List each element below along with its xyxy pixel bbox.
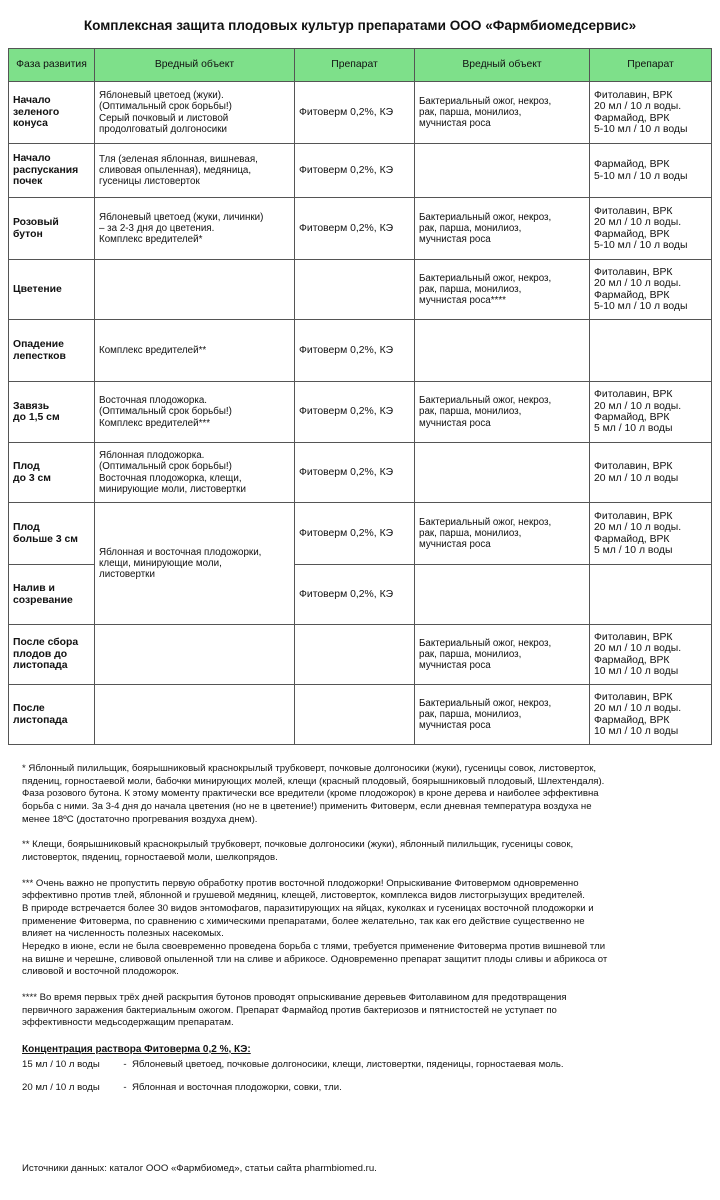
concentration-pests: Яблоневый цветоед, почковые долгоносики, клещи, листовертки, пяденицы, горностаевая моль. [132, 1059, 564, 1070]
cell-line: рак, парша, монилиоз, [419, 283, 522, 295]
disease-cell [415, 685, 590, 745]
cell-line: бутон [13, 228, 43, 240]
cell-line: зеленого [13, 106, 60, 118]
cell-line: клещи, минирующие моли, [99, 557, 222, 569]
cell-line: Опадение [13, 339, 64, 351]
phase-cell [9, 320, 95, 382]
bio-drug-cell [590, 625, 712, 685]
cell-line: мучнистая роса [419, 660, 491, 672]
footnote-line: первичного заражения бактериальным ожогом. Препарат Фармайод против бактериозов и пятнистостей не уступает по [22, 1004, 557, 1016]
drug-cell [295, 260, 415, 320]
bio-drug-cell [590, 443, 712, 503]
disease-cell [415, 320, 590, 382]
footnote-line: на вишне и черешне, сливовой опыленной тли на сливе и абрикосе. Одновременно препарат защитит плоды сливы и абрикоса от [22, 953, 608, 965]
cell-line: Начало [13, 95, 51, 107]
cell-line: 20 мл / 10 л воды. [594, 400, 682, 412]
cell-line: Плод [13, 461, 40, 473]
cell-line: Фармайод, ВРК [594, 112, 670, 124]
cell-line: 5 мл / 10 л воды [594, 544, 673, 556]
cell-line: 20 мл / 10 л воды. [594, 101, 682, 113]
cell-line: гусеницы листоверток [99, 176, 200, 188]
cell-line: 5-10 мл / 10 л воды [594, 123, 688, 135]
cell-line: распускания [13, 164, 79, 176]
cell-line: Комплекс вредителей*** [99, 417, 211, 429]
page-title: Комплексная защита плодовых культур препаратами ООО «Фармбиомедсервис» [83, 18, 637, 33]
cell-line: Комплекс вредителей** [99, 344, 207, 356]
cell-line: Восточная плодожорка. [99, 395, 208, 407]
cell-line: 20 мл / 10 л воды [594, 472, 679, 484]
cell-line: мучнистая роса [419, 720, 491, 732]
cell-line: 20 мл / 10 л воды. [594, 522, 682, 534]
concentration-dose: 20 мл / 10 л воды [22, 1081, 100, 1093]
drug-cell: Фитоверм 0,2%, КЭ [295, 144, 415, 198]
cell-line: Фитолавин, ВРК [594, 631, 673, 643]
concentration-dash: - [123, 1081, 127, 1093]
cell-line: После [13, 703, 45, 715]
disease-cell [415, 565, 590, 625]
protection-table [8, 48, 712, 745]
cell-line: Комплекс вредителей* [99, 234, 203, 246]
cell-line: продолговатый долгоносики [99, 123, 227, 135]
drug-cell: Фитоверм 0,2%, КЭ [295, 320, 415, 382]
bio-drug-cell [590, 144, 712, 198]
cell-line: Плод [13, 522, 40, 534]
drug-cell [295, 625, 415, 685]
cell-line: Фитолавин, ВРК [594, 691, 673, 703]
concentration-title: Концентрация раствора Фитоверма 0,2 %, КЭ: [22, 1043, 251, 1055]
bio-drug-cell [590, 565, 712, 625]
disease-cell [415, 260, 590, 320]
cell-line: Розовый [13, 217, 59, 229]
cell-line: 10 мл / 10 л воды [594, 725, 679, 737]
cell-line: Фармайод, ВРК [594, 533, 670, 545]
disease-cell [415, 625, 590, 685]
cell-line: сливовая опыленная), медяница, [99, 164, 252, 176]
cell-line: Бактериальный ожог, некроз, [419, 272, 552, 284]
footnote-line: пядениц, горностаевой моли, бабочки минирующих молей, клещи (красный плодовый, боярышниковый плодовый, Шлехтендаля). [22, 775, 605, 787]
footnote-line: Фаза розового бутона. К этому моменту практически все вредители (кроме плодожорок) в кроне дерева и наиболее эффективна [22, 788, 599, 800]
cell-line: мучнистая роса [419, 234, 491, 246]
header-drug: Препарат [295, 49, 415, 82]
table-row [9, 260, 712, 320]
header-disease: Вредный объект [415, 49, 590, 82]
disease-cell [415, 198, 590, 260]
footnote-paragraph [22, 839, 706, 864]
cell-line: Бактериальный ожог, некроз, [419, 211, 552, 223]
cell-line: мучнистая роса [419, 118, 491, 130]
cell-line: рак, парша, монилиоз, [419, 648, 522, 660]
cell-line: (Оптимальный срок борьбы!) [99, 406, 232, 418]
cell-line: Восточная плодожорка, клещи, [99, 472, 242, 484]
pest-cell [95, 503, 295, 625]
cell-line: мучнистая роса**** [419, 295, 506, 307]
concentration-row [22, 1082, 706, 1095]
cell-line: до 1,5 см [13, 412, 60, 423]
cell-line: После сбора [13, 637, 79, 649]
phase-cell [9, 685, 95, 745]
cell-line: Яблонная плодожорка. [99, 450, 205, 462]
table-row [9, 443, 712, 503]
cell-line: мучнистая роса [419, 417, 491, 429]
drug-cell: Фитоверм 0,2%, КЭ [295, 443, 415, 503]
footnote-paragraph [22, 878, 706, 979]
drug-cell: Фитоверм 0,2%, КЭ [295, 503, 415, 565]
footnote-line: сливовой и восточной плодожорок. [22, 966, 179, 978]
footnote-line: эффективности медьсодержащим препаратам. [22, 1017, 234, 1029]
bio-drug-cell [590, 82, 712, 144]
cell-line: 5-10 мл / 10 л воды [594, 170, 688, 182]
pest-cell [95, 260, 295, 320]
cell-line: лепестков [13, 350, 66, 362]
bio-drug-cell [590, 320, 712, 382]
cell-line: Бактериальный ожог, некроз, [419, 637, 552, 649]
cell-line: Бактериальный ожог, некроз, [419, 95, 552, 107]
disease-cell [415, 382, 590, 443]
cell-line: Фитолавин, ВРК [594, 461, 673, 473]
footnote-line: влияет на численность полезных насекомых. [22, 928, 224, 940]
footnote-line: **** Во время первых трёх дней раскрытия бутонов проводят опрыскивание деревьев Фитолавином для предотвращения [22, 991, 567, 1003]
cell-line: рак, парша, монилиоз, [419, 106, 522, 118]
cell-line: Бактериальный ожог, некроз, [419, 395, 552, 407]
phase-cell [9, 198, 95, 260]
table-row [9, 144, 712, 198]
header-phase: Фаза развития [9, 49, 95, 82]
cell-line: Фитолавин, ВРК [594, 89, 673, 101]
footnote-line: * Яблонный пилильщик, боярышниковый краснокрылый трубковерт, почковые долгоносики (жуки), гусеницы совок, листоверток, [22, 763, 597, 774]
cell-line: 5-10 мл / 10 л воды [594, 239, 688, 251]
cell-line: Яблонная и восточная плодожорки, [99, 546, 262, 558]
pest-cell [95, 625, 295, 685]
cell-line: больше 3 см [13, 533, 78, 545]
phase-cell [9, 82, 95, 144]
cell-line: Фитолавин, ВРК [594, 266, 673, 278]
cell-line: (Оптимальный срок борьбы!) [99, 461, 232, 473]
cell-line: – за 2-3 дня до цветения. [99, 222, 215, 234]
footnote-line: применение Фитоверма, по сравнению с химическими препаратами, более желательно, так как его действие существенно не [22, 915, 585, 927]
cell-line: 5-10 мл / 10 л воды [594, 300, 688, 312]
drug-cell: Фитоверм 0,2%, КЭ [295, 82, 415, 144]
cell-line: Фармайод, ВРК [594, 228, 670, 240]
cell-line: Фармайод, ВРК [594, 289, 670, 301]
pest-cell [95, 685, 295, 745]
disease-cell [415, 144, 590, 198]
concentration-dose: 15 мл / 10 л воды [22, 1059, 100, 1070]
table-row [9, 503, 712, 565]
pest-cell [95, 320, 295, 382]
cell-line: Фармайод, ВРК [594, 159, 670, 171]
phase-cell [9, 503, 95, 565]
cell-line: (Оптимальный срок борьбы!) [99, 101, 232, 113]
cell-line: Фитолавин, ВРК [594, 510, 673, 522]
cell-line: Фитолавин, ВРК [594, 205, 673, 217]
cell-line: Фармайод, ВРК [594, 412, 670, 423]
drug-cell: Фитоверм 0,2%, КЭ [295, 565, 415, 625]
footnote-line: борьба с ними. За 3-4 дня до начала цветения (но не в цветение!) применить Фитоверм, если дневная температура воздуха не [22, 800, 592, 812]
cell-line: Налив и [13, 583, 55, 595]
sources: Источники данных: каталог ООО «Фармбиомед», статьи сайта pharmbiomed.ru. [22, 1163, 377, 1174]
footnote-line: листоверток, пядениц, горностаевой моли, шелкопрядов. [22, 851, 278, 863]
drug-cell: Фитоверм 0,2%, КЭ [295, 198, 415, 260]
cell-line: конуса [13, 118, 48, 130]
table-row [9, 198, 712, 260]
cell-line: минирующие моли, листовертки [99, 483, 246, 495]
cell-line: Бактериальный ожог, некроз, [419, 516, 552, 528]
bio-drug-cell [590, 685, 712, 745]
cell-line: Начало [13, 153, 51, 165]
cell-line: листопада [13, 660, 68, 672]
cell-line: Яблоневый цветоед (жуки). [99, 90, 224, 102]
concentration-dash: - [123, 1059, 127, 1070]
cell-line: рак, парша, монилиоз, [419, 406, 522, 418]
pest-cell [95, 382, 295, 443]
table-header-row [9, 49, 712, 82]
table-row [9, 625, 712, 685]
footnote-line: Нередко в июне, если не была своевременно проведена борьба с тлями, требуется применение Фитоверма против вишневой тли [22, 940, 606, 952]
concentration-pests: Яблонная и восточная плодожорки, совки, тли. [132, 1081, 342, 1093]
phase-cell [9, 443, 95, 503]
cell-line: листопада [13, 714, 68, 726]
bio-drug-cell [590, 260, 712, 320]
cell-line: созревание [13, 594, 73, 606]
cell-line: Тля (зеленая яблонная, вишневая, [99, 153, 258, 165]
cell-line: 10 мл / 10 л воды [594, 665, 679, 677]
cell-line: Завязь [13, 400, 50, 412]
disease-cell [415, 503, 590, 565]
header-pest: Вредный объект [95, 49, 295, 82]
pest-cell [95, 198, 295, 260]
footnote-line: эффективно против тлей, яблонной и грушевой медяниц, клещей, листоверток, комплекса видов листогрызущих вредителей. [22, 890, 585, 902]
footnotes [22, 763, 706, 1105]
cell-line: рак, парша, монилиоз, [419, 527, 522, 539]
table-row [9, 382, 712, 443]
footnote-line: менее 18ºС (достаточно прогревания воздуха днем). [22, 813, 258, 825]
phase-cell [9, 565, 95, 625]
cell-line: 5 мл / 10 л воды [594, 423, 673, 435]
cell-line: 20 мл / 10 л воды. [594, 217, 682, 229]
pest-cell [95, 144, 295, 198]
concentration-row [22, 1059, 706, 1072]
disease-cell [415, 443, 590, 503]
phase-cell [9, 260, 95, 320]
cell-line: Бактериальный ожог, некроз, [419, 697, 552, 709]
phase-cell [9, 625, 95, 685]
table-row [9, 320, 712, 382]
header-bio-drug: Препарат [590, 49, 712, 82]
bio-drug-cell [590, 503, 712, 565]
footnote-line: ** Клещи, боярышниковый краснокрылый трубковерт, почковые долгоносики (жуки), яблонный пилильщик, гусеницы совок, [22, 839, 574, 851]
cell-line: рак, парша, монилиоз, [419, 222, 522, 234]
cell-line: 20 мл / 10 л воды. [594, 643, 682, 655]
cell-line: Фармайод, ВРК [594, 654, 670, 666]
cell-line: Цветение [13, 283, 62, 295]
cell-line: Яблоневый цветоед (жуки, личинки) [99, 211, 264, 223]
cell-line: 20 мл / 10 л воды. [594, 278, 682, 290]
cell-line: листовертки [99, 569, 155, 581]
footnote-paragraph [22, 992, 706, 1030]
drug-cell [295, 685, 415, 745]
footnote-line: В природе встречается более 30 видов энтомофагов, паразитирующих на яйцах, куколках и гусеницах восточной плодожорки и [22, 902, 594, 914]
drug-cell: Фитоверм 0,2%, КЭ [295, 382, 415, 443]
cell-line: мучнистая роса [419, 539, 491, 551]
pest-cell [95, 82, 295, 144]
cell-line: до 3 см [13, 472, 51, 484]
pest-cell [95, 443, 295, 503]
table-row [9, 685, 712, 745]
cell-line: Серый почковый и листовой [99, 112, 229, 124]
cell-line: Фармайод, ВРК [594, 714, 670, 726]
cell-line: почек [13, 176, 43, 188]
table-row [9, 82, 712, 144]
phase-cell [9, 382, 95, 443]
cell-line: 20 мл / 10 л воды. [594, 703, 682, 715]
bio-drug-cell [590, 382, 712, 443]
cell-line: плодов до [13, 648, 68, 660]
bio-drug-cell [590, 198, 712, 260]
footnote-line: *** Очень важно не пропустить первую обработку против восточной плодожорки! Опрыскивание Фитовермом одновременно [22, 877, 579, 889]
phase-cell [9, 144, 95, 198]
cell-line: Фитолавин, ВРК [594, 389, 673, 401]
cell-line: рак, парша, монилиоз, [419, 708, 522, 720]
footnote-paragraph [22, 763, 706, 826]
disease-cell [415, 82, 590, 144]
